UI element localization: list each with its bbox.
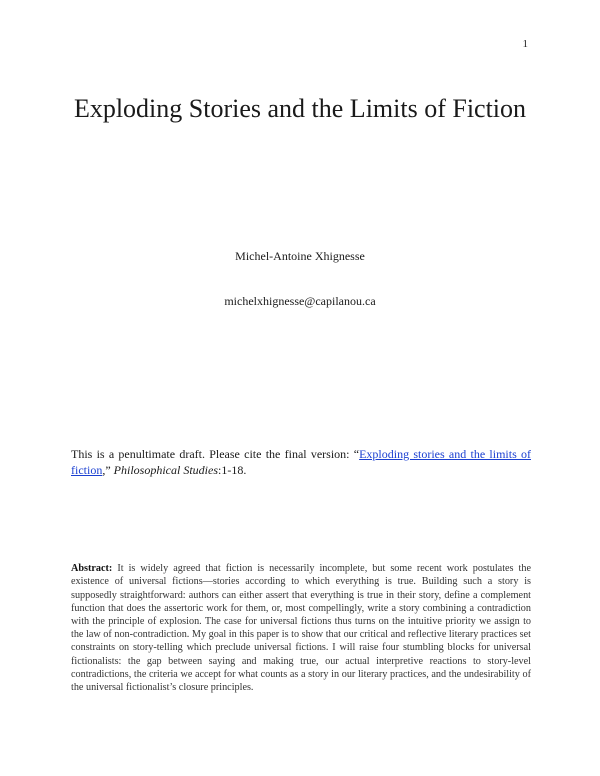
page-number: 1 xyxy=(522,38,528,50)
author-email: michelxhignesse@capilanou.ca xyxy=(224,294,376,308)
draft-citation-note xyxy=(71,446,531,478)
abstract xyxy=(71,562,531,694)
abstract-text: It is widely agreed that fiction is necessarily incomplete, but some recent work postulates the existence of universal fictions—stories according to which everything is true. Building such a story is supposedly straightforward: authors can either assert that everything is true in their story, define a complement function that does the assertoric work for them, or, most compellingly, write a story combining a contradiction with the principle of explosion. The case for universal fictions thus turns on the intuitive priority we assign to the law of non-contradiction. My goal in this paper is to show that our critical and reflective literary practices set constraints on story-telling which preclude universal fictions. I will raise four stumbling blocks for universal fictionalists: the gap between saying and making true, our actual interpretive reactions to story-level contradictions, the criteria we accept for what counts as a story in our literary practices, and the undesirability of the universal fictionalist’s closure principles. xyxy=(71,563,531,694)
citation-pages: :1-18. xyxy=(217,463,247,477)
draft-note-after-link: ,” xyxy=(102,463,114,477)
author-name: Michel-Antoine Xhignesse xyxy=(235,249,365,263)
paper-title: Exploding Stories and the Limits of Fiction xyxy=(73,94,527,123)
final-version-link[interactable]: Exploding stories and the limits of fiction xyxy=(71,447,531,477)
draft-note-prefix: This is a penultimate draft. Please cite the final version: “ xyxy=(71,447,360,461)
journal-name: Philosophical Studies xyxy=(113,463,218,477)
abstract-label: Abstract: xyxy=(71,563,113,575)
